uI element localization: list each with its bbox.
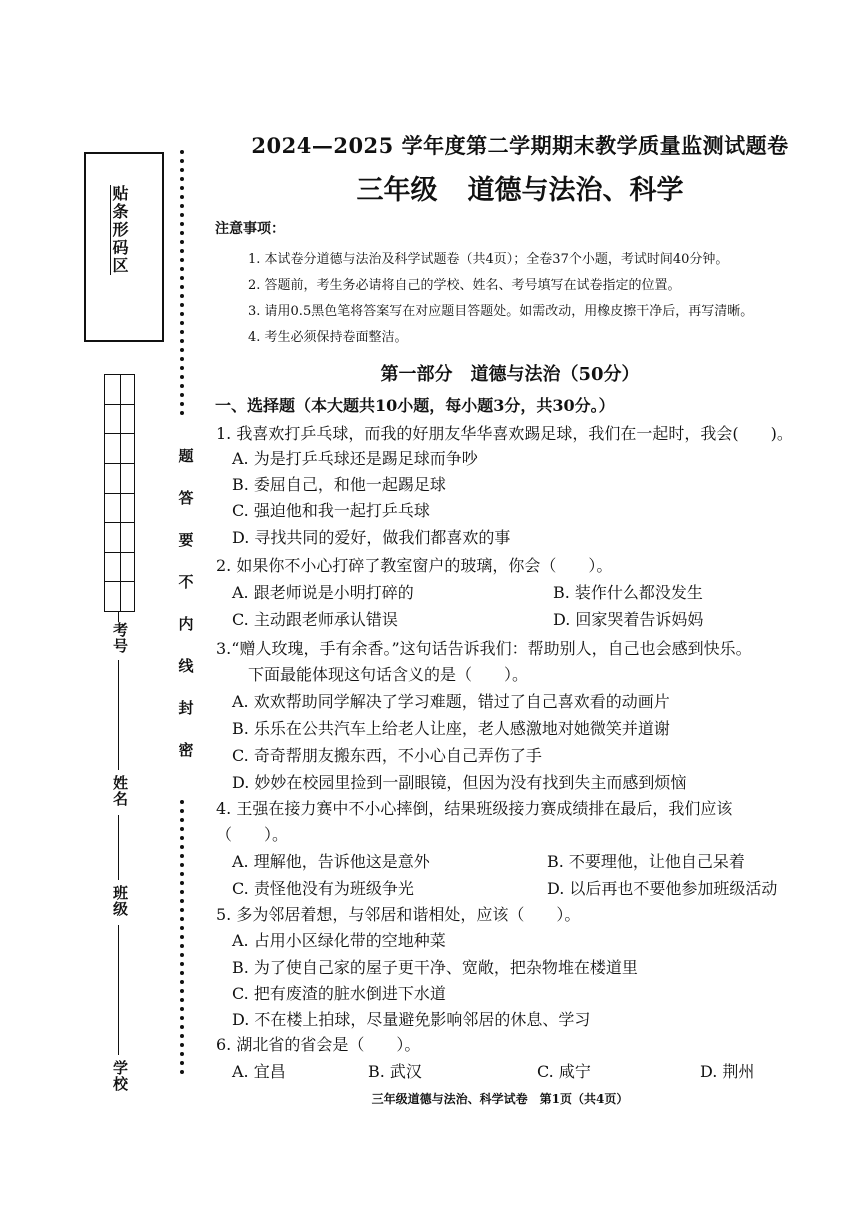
question-stem-continued: （ ）。 bbox=[216, 825, 289, 844]
seal-dot bbox=[180, 845, 184, 849]
seal-dot bbox=[180, 1043, 184, 1047]
exam-number-grid[interactable] bbox=[104, 374, 135, 612]
seal-dot bbox=[180, 944, 184, 948]
question-stem: 2. 如果你不小心打碎了教室窗户的玻璃，你会（ ）。 bbox=[216, 556, 613, 575]
seal-dot bbox=[180, 321, 184, 325]
school-label: 学校 bbox=[111, 1060, 129, 1092]
seal-dot bbox=[180, 402, 184, 406]
seal-dot bbox=[180, 222, 184, 226]
page-footer: 三年级道德与法治、科学试卷 第1页（共4页） bbox=[371, 1092, 629, 1106]
question-stem: 3.“赠人玫瑰，手有余香。”这句话告诉我们：帮助别人，自己也会感到快乐。 bbox=[216, 639, 752, 658]
seal-dot bbox=[180, 962, 184, 966]
option[interactable]: D. 回家哭着告诉妈妈 bbox=[553, 610, 704, 629]
option[interactable]: B. 不要理他，让他自己呆着 bbox=[547, 852, 745, 871]
seal-dot bbox=[180, 809, 184, 813]
seal-dot bbox=[180, 1007, 184, 1011]
seal-dot bbox=[180, 1070, 184, 1074]
option[interactable]: D. 不在楼上拍球，尽量避免影响邻居的休息、学习 bbox=[232, 1010, 591, 1029]
seal-dot bbox=[180, 890, 184, 894]
option[interactable]: B. 委屈自己，和他一起踢足球 bbox=[232, 475, 446, 494]
name-line[interactable] bbox=[118, 660, 119, 770]
seal-dot bbox=[180, 312, 184, 316]
name-label: 姓名 bbox=[111, 775, 129, 807]
option[interactable]: A. 欢欢帮助同学解决了学习难题，错过了自己喜欢看的动画片 bbox=[232, 692, 670, 711]
warning-char: 线 bbox=[178, 657, 194, 675]
warning-char: 封 bbox=[178, 699, 194, 717]
seal-dot bbox=[180, 935, 184, 939]
seal-dot bbox=[180, 872, 184, 876]
seal-dot bbox=[180, 827, 184, 831]
exam-number-line bbox=[118, 612, 119, 622]
option[interactable]: C. 把有废渣的脏水倒进下水道 bbox=[232, 984, 446, 1003]
option[interactable]: A. 为是打乒乓球还是踢足球而争吵 bbox=[232, 449, 478, 468]
seal-dot bbox=[180, 393, 184, 397]
seal-dot bbox=[180, 989, 184, 993]
exam-title: 2024—2025 学年度第二学期期末教学质量监测试题卷 bbox=[251, 133, 789, 158]
seal-dot bbox=[180, 348, 184, 352]
option[interactable]: C. 奇奇帮朋友搬东西，不小心自己弄伤了手 bbox=[232, 746, 542, 765]
question-stem: 1. 我喜欢打乒乓球，而我的好朋友华华喜欢踢足球，我们在一起时，我会( )。 bbox=[216, 424, 793, 443]
warning-char: 不 bbox=[178, 573, 194, 591]
option[interactable]: B. 装作什么都没发生 bbox=[553, 583, 703, 602]
seal-dot bbox=[180, 249, 184, 253]
seal-dot bbox=[180, 213, 184, 217]
class-label: 班级 bbox=[111, 885, 129, 917]
exam-subtitle bbox=[170, 168, 860, 207]
seal-dot bbox=[180, 926, 184, 930]
option[interactable]: D. 以后再也不要他参加班级活动 bbox=[547, 879, 778, 898]
seal-dot bbox=[180, 330, 184, 334]
no-answer-warning bbox=[176, 445, 196, 781]
seal-dot bbox=[180, 267, 184, 271]
seal-dot bbox=[180, 1025, 184, 1029]
grade-label: 三年级 bbox=[356, 175, 438, 206]
option[interactable]: B. 武汉 bbox=[368, 1062, 422, 1081]
seal-dot bbox=[180, 953, 184, 957]
seal-dot bbox=[180, 836, 184, 840]
seal-dot bbox=[180, 294, 184, 298]
option[interactable]: A. 理解他，告诉他这是意外 bbox=[232, 852, 430, 871]
option[interactable]: D. 荆州 bbox=[700, 1062, 755, 1081]
warning-char: 要 bbox=[178, 531, 194, 549]
seal-dot bbox=[180, 971, 184, 975]
option[interactable]: A. 跟老师说是小明打碎的 bbox=[232, 583, 414, 602]
option[interactable]: C. 主动跟老师承认错误 bbox=[232, 610, 398, 629]
seal-dot bbox=[180, 1016, 184, 1020]
section-heading: 一、选择题（本大题共10小题，每小题3分，共30分。） bbox=[215, 396, 615, 415]
class-line[interactable] bbox=[118, 815, 119, 880]
notice-heading: 注意事项： bbox=[215, 221, 285, 237]
warning-char: 答 bbox=[178, 489, 194, 507]
seal-dot bbox=[180, 276, 184, 280]
seal-dot bbox=[180, 231, 184, 235]
option[interactable]: B. 为了使自己家的屋子更干净、宽敞，把杂物堆在楼道里 bbox=[232, 958, 638, 977]
option[interactable]: A. 宜昌 bbox=[232, 1062, 286, 1081]
option[interactable]: D. 寻找共同的爱好，做我们都喜欢的事 bbox=[232, 528, 511, 547]
seal-dot bbox=[180, 998, 184, 1002]
seal-dot bbox=[180, 800, 184, 804]
option[interactable]: A. 占用小区绿化带的空地种菜 bbox=[232, 931, 446, 950]
seal-dot bbox=[180, 908, 184, 912]
seal-dot bbox=[180, 881, 184, 885]
option[interactable]: C. 责怪他没有为班级争光 bbox=[232, 879, 414, 898]
school-line[interactable] bbox=[118, 925, 119, 1055]
question-stem: 4. 王强在接力赛中不小心摔倒，结果班级接力赛成绩排在最后，我们应该 bbox=[216, 799, 733, 818]
warning-char: 内 bbox=[178, 615, 194, 633]
question-stem-continued: 下面最能体现这句话含义的是（ ）。 bbox=[248, 665, 529, 684]
option[interactable]: C. 咸宁 bbox=[537, 1062, 591, 1081]
option[interactable]: D. 妙妙在校园里捡到一副眼镜，但因为没有找到失主而感到烦恼 bbox=[232, 773, 687, 792]
subject-label: 道德与法治、科学 bbox=[467, 175, 684, 206]
warning-char: 题 bbox=[178, 447, 194, 465]
notice-item: 2. 答题前，考生务必请将自己的学校、姓名、考号填写在试卷指定的位置。 bbox=[248, 278, 681, 293]
seal-dot bbox=[180, 1061, 184, 1065]
seal-dot bbox=[180, 917, 184, 921]
question-stem: 5. 多为邻居着想，与邻居和谐相处，应该（ ）。 bbox=[216, 905, 581, 924]
part-heading: 第一部分 道德与法治（50分） bbox=[380, 364, 640, 385]
seal-dot bbox=[180, 411, 184, 415]
seal-dotted-line-bottom bbox=[180, 800, 186, 1079]
notice-item: 1. 本试卷分道德与法治及科学试题卷（共4页）；全卷37个小题，考试时间40分钟。 bbox=[248, 252, 729, 267]
option[interactable]: C. 强迫他和我一起打乒乓球 bbox=[232, 501, 430, 520]
seal-dot bbox=[180, 899, 184, 903]
question-stem: 6. 湖北省的省会是（ ）。 bbox=[216, 1035, 421, 1054]
seal-dot bbox=[180, 863, 184, 867]
option[interactable]: B. 乐乐在公共汽车上给老人让座，老人感激地对她微笑并道谢 bbox=[232, 719, 670, 738]
seal-dot bbox=[180, 240, 184, 244]
seal-dot bbox=[180, 339, 184, 343]
notice-item: 3. 请用0.5黑色笔将答案写在对应题目答题处。如需改动，用橡皮擦干净后，再写清晰。 bbox=[248, 304, 754, 319]
seal-dot bbox=[180, 258, 184, 262]
warning-char: 密 bbox=[178, 741, 194, 759]
seal-dot bbox=[180, 818, 184, 822]
seal-dot bbox=[180, 980, 184, 984]
barcode-area-label: 贴条形码区 bbox=[110, 185, 129, 275]
seal-dot bbox=[180, 854, 184, 858]
seal-dot bbox=[180, 285, 184, 289]
exam-number-label: 考号 bbox=[111, 622, 129, 654]
seal-dot bbox=[180, 303, 184, 307]
seal-dot bbox=[180, 1052, 184, 1056]
notice-item: 4. 考生必须保持卷面整洁。 bbox=[248, 330, 408, 345]
seal-dot bbox=[180, 1034, 184, 1038]
